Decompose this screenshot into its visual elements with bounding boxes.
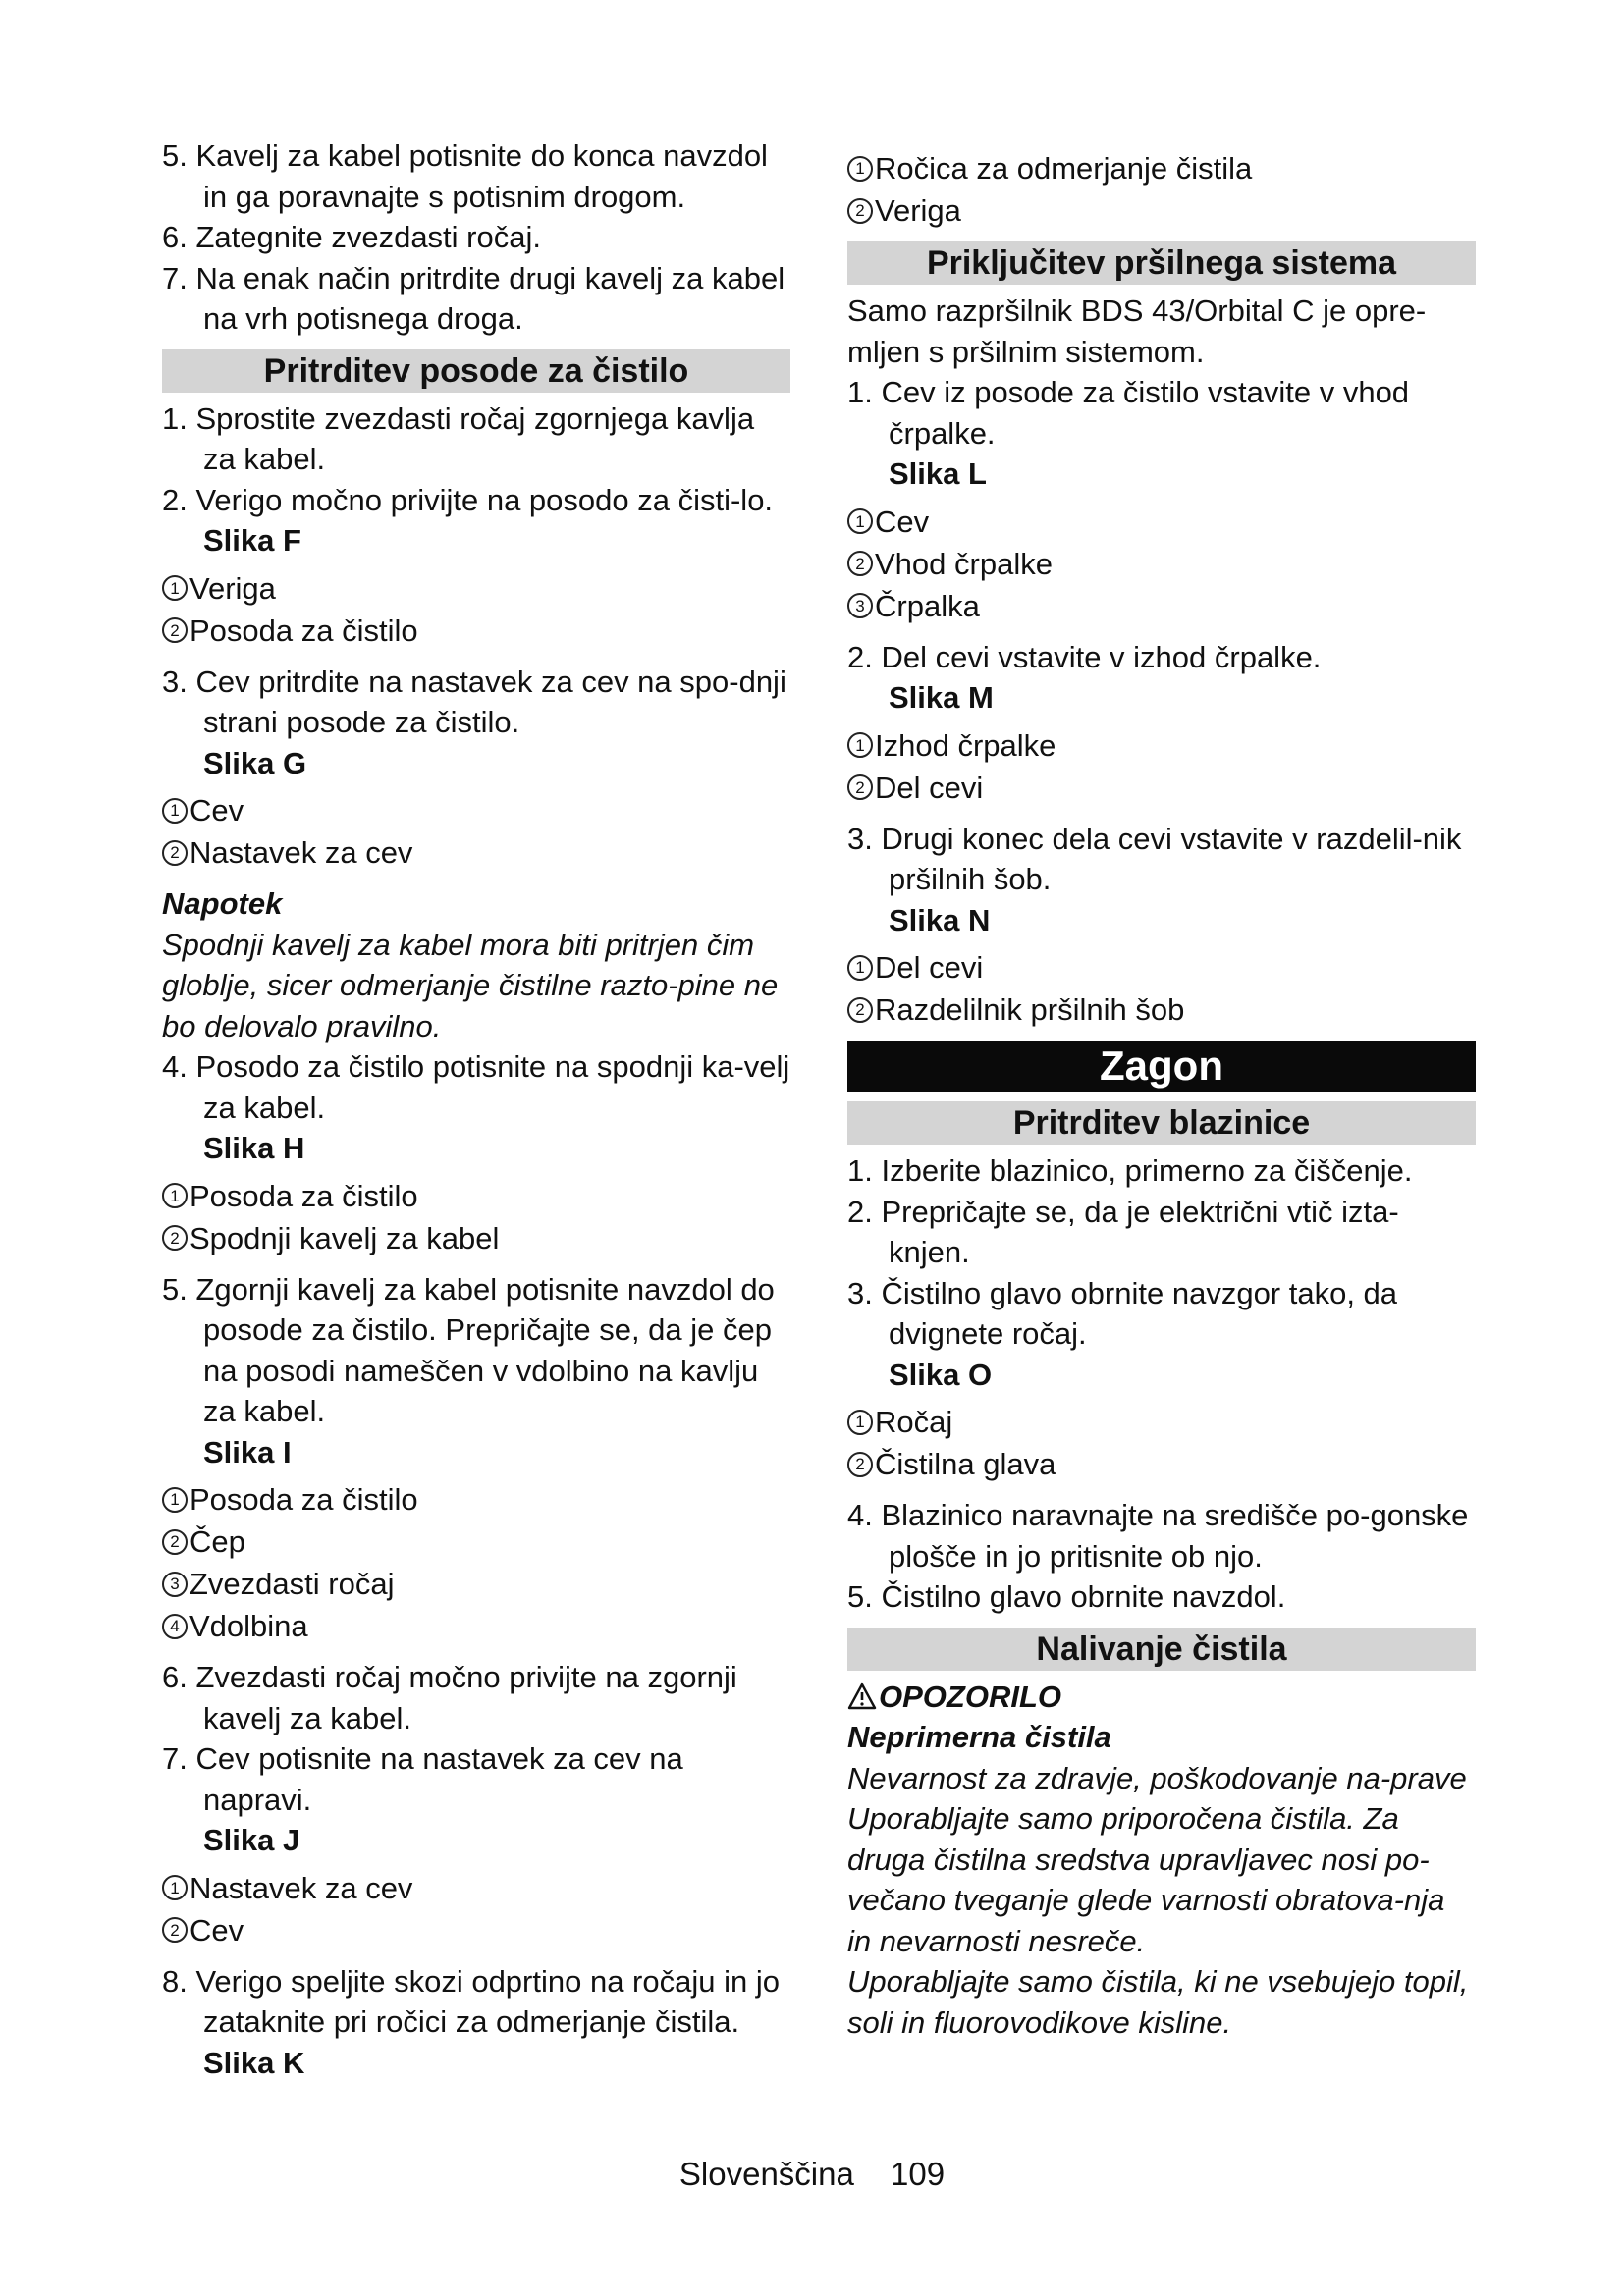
legend-g: [162, 789, 790, 874]
warning-label: OPOZORILO: [847, 1677, 1476, 1718]
warning-text-3: Uporabljajte samo čistila, ki ne vsebujejo topil, soli in fluorovodikove kisline.: [847, 1964, 1469, 2040]
legend-item: 1 Posoda za čistilo: [162, 1478, 790, 1521]
step-7-second-hook: 7. Na enak način pritrdite drugi kavelj za kabel na vrh potisnega droga.: [162, 260, 785, 336]
step-6-tighten: 6. Zategnite zvezdasti ročaj.: [162, 220, 541, 254]
number-2-icon: 2: [162, 1225, 188, 1251]
number-1-icon: 1: [162, 575, 188, 601]
number-1-icon: 1: [847, 955, 873, 981]
legend-item: 1 Ročaj: [847, 1401, 1476, 1443]
legend-item: 1 Izhod črpalke: [847, 724, 1476, 767]
number-2-icon: 2: [847, 997, 873, 1023]
spray-step-2: 2. Del cevi vstavite v izhod črpalke.: [847, 639, 1322, 674]
figure-ref-j: Slika J: [203, 1823, 300, 1857]
spray-step-3: 3. Drugi konec dela cevi vstavite v razdelil-nik pršilnih šob.: [847, 821, 1462, 896]
legend-item: 2 Nastavek za cev: [162, 831, 790, 874]
legend-o: [847, 1401, 1476, 1485]
section-heading-pad: Pritrditev blazinice: [847, 1101, 1476, 1145]
warning-text-2: Uporabljajte samo priporočena čistila. Za druga čistilna sredstva upravljavec nosi po-večano tveganje glede varnosti obratova-nja in nevarnosti nesreče.: [847, 1801, 1445, 1958]
figure-ref-l: Slika L: [889, 456, 987, 491]
number-2-icon: 2: [847, 1452, 873, 1477]
number-2-icon: 2: [847, 551, 873, 576]
legend-item: 2 Razdelilnik pršilnih šob: [847, 988, 1476, 1031]
container-step-8: 8. Verigo speljite skozi odprtino na ročaju in jo zataknite pri ročici za odmerjanje čistila.: [162, 1963, 780, 2039]
legend-item: 3 Črpalka: [847, 585, 1476, 627]
number-2-icon: 2: [162, 1917, 188, 1943]
legend-item: 2 Spodnji kavelj za kabel: [162, 1217, 790, 1259]
number-2-icon: 2: [162, 840, 188, 866]
step-5-hook-push: 5. Kavelj za kabel potisnite do konca navzdol in ga poravnajte s potisnim drogom.: [162, 138, 768, 214]
spray-intro: Samo razpršilnik BDS 43/Orbital C je opre-mljen s pršilnim sistemom.: [847, 294, 1427, 369]
legend-item: 1 Posoda za čistilo: [162, 1175, 790, 1217]
legend-item: 1 Cev: [847, 501, 1476, 543]
number-2-icon: 2: [162, 1529, 188, 1555]
figure-ref-h: Slika H: [203, 1131, 305, 1165]
number-1-icon: 1: [162, 798, 188, 824]
figure-ref-g: Slika G: [203, 745, 307, 780]
footer-language: Slovenščina: [678, 2156, 854, 2192]
number-1-icon: 1: [162, 1875, 188, 1900]
spray-step-1: 1. Cev iz posode za čistilo vstavite v vhod črpalke.: [847, 375, 1410, 451]
warning-triangle-icon: [847, 1682, 877, 1710]
figure-ref-k: Slika K: [203, 2045, 305, 2080]
container-step-1: 1. Sprostite zvezdasti ročaj zgornjega kavlja za kabel.: [162, 400, 755, 476]
legend-i: [162, 1478, 790, 1647]
pad-step-2: 2. Prepričajte se, da je električni vtič izta-knjen.: [847, 1194, 1399, 1269]
legend-item: 2 Del cevi: [847, 767, 1476, 809]
chapter-heading-start: Zagon: [847, 1041, 1476, 1092]
note-text: Spodnji kavelj za kabel mora biti pritrjen čim globlje, sicer odmerjanje čistilne razto-pine ne bo delovalo pravilno.: [162, 927, 779, 1043]
number-2-icon: 2: [847, 774, 873, 800]
container-step-5: 5. Zgornji kavelj za kabel potisnite navzdol do posode za čistilo. Prepričajte se, da je čep na posodi nameščen v vdolbino na kavlju za kabel.: [162, 1271, 775, 1428]
legend-item: 1 Veriga: [162, 567, 790, 610]
legend-k: [847, 147, 1476, 232]
number-3-icon: 3: [162, 1572, 188, 1597]
legend-item: 2 Vhod črpalke: [847, 543, 1476, 585]
legend-item: 2 Čistilna glava: [847, 1443, 1476, 1485]
number-1-icon: 1: [847, 732, 873, 758]
number-1-icon: 1: [847, 156, 873, 182]
legend-n: [847, 946, 1476, 1031]
legend-item: 2 Posoda za čistilo: [162, 610, 790, 652]
number-1-icon: 1: [847, 508, 873, 534]
pad-step-3: 3. Čistilno glavo obrnite navzgor tako, da dvignete ročaj.: [847, 1275, 1398, 1351]
figure-ref-o: Slika O: [889, 1357, 993, 1392]
legend-item: 2 Veriga: [847, 189, 1476, 232]
legend-item: 3 Zvezdasti ročaj: [162, 1563, 790, 1605]
legend-item: 1 Nastavek za cev: [162, 1867, 790, 1909]
legend-l: [847, 501, 1476, 627]
legend-j: [162, 1867, 790, 1951]
legend-m: [847, 724, 1476, 809]
container-step-2: 2. Verigo močno privijte na posodo za čisti-lo.: [162, 482, 774, 517]
number-1-icon: 1: [162, 1183, 188, 1208]
number-1-icon: 1: [847, 1410, 873, 1435]
left-column: [162, 135, 790, 2083]
legend-item: 4 Vdolbina: [162, 1605, 790, 1647]
right-column: [847, 135, 1476, 2043]
legend-item: 1 Del cevi: [847, 946, 1476, 988]
pad-step-5: 5. Čistilno glavo obrnite navzdol.: [847, 1579, 1286, 1614]
warning-title: Neprimerna čistila: [847, 1720, 1111, 1754]
container-step-7: 7. Cev potisnite na nastavek za cev na napravi.: [162, 1741, 683, 1817]
number-3-icon: 3: [847, 593, 873, 618]
container-step-3: 3. Cev pritrdite na nastavek za cev na spo-dnji strani posode za čistilo.: [162, 664, 786, 739]
legend-item: 1 Ročica za odmerjanje čistila: [847, 147, 1476, 189]
pad-step-1: 1. Izberite blazinico, primerno za čiščenje.: [847, 1153, 1413, 1188]
legend-item: 2 Cev: [162, 1909, 790, 1951]
container-step-6: 6. Zvezdasti ročaj močno privijte na zgornji kavelj za kabel.: [162, 1660, 737, 1735]
section-heading-container: Pritrditev posode za čistilo: [162, 349, 790, 393]
section-heading-spray: Priključitev pršilnega sistema: [847, 241, 1476, 285]
legend-h: [162, 1175, 790, 1259]
legend-item: 1 Cev: [162, 789, 790, 831]
page-footer: [0, 2156, 1624, 2193]
legend-f: [162, 567, 790, 652]
warning-text-1: Nevarnost za zdravje, poškodovanje na-prave: [847, 1760, 1467, 1795]
pad-step-4: 4. Blazinico naravnajte na središče po-gonske plošče in jo pritisnite ob njo.: [847, 1498, 1469, 1574]
figure-ref-i: Slika I: [203, 1434, 292, 1469]
number-2-icon: 2: [847, 198, 873, 224]
figure-ref-n: Slika N: [889, 902, 991, 937]
figure-ref-f: Slika F: [203, 523, 301, 558]
number-1-icon: 1: [162, 1487, 188, 1513]
note-title: Napotek: [162, 886, 283, 921]
section-heading-detergent: Nalivanje čistila: [847, 1628, 1476, 1671]
figure-ref-m: Slika M: [889, 680, 994, 715]
number-2-icon: 2: [162, 617, 188, 643]
number-4-icon: 4: [162, 1614, 188, 1639]
container-step-4: 4. Posodo za čistilo potisnite na spodnji ka-velj za kabel.: [162, 1049, 790, 1125]
legend-item: 2 Čep: [162, 1521, 790, 1563]
page-number: 109: [891, 2156, 946, 2192]
